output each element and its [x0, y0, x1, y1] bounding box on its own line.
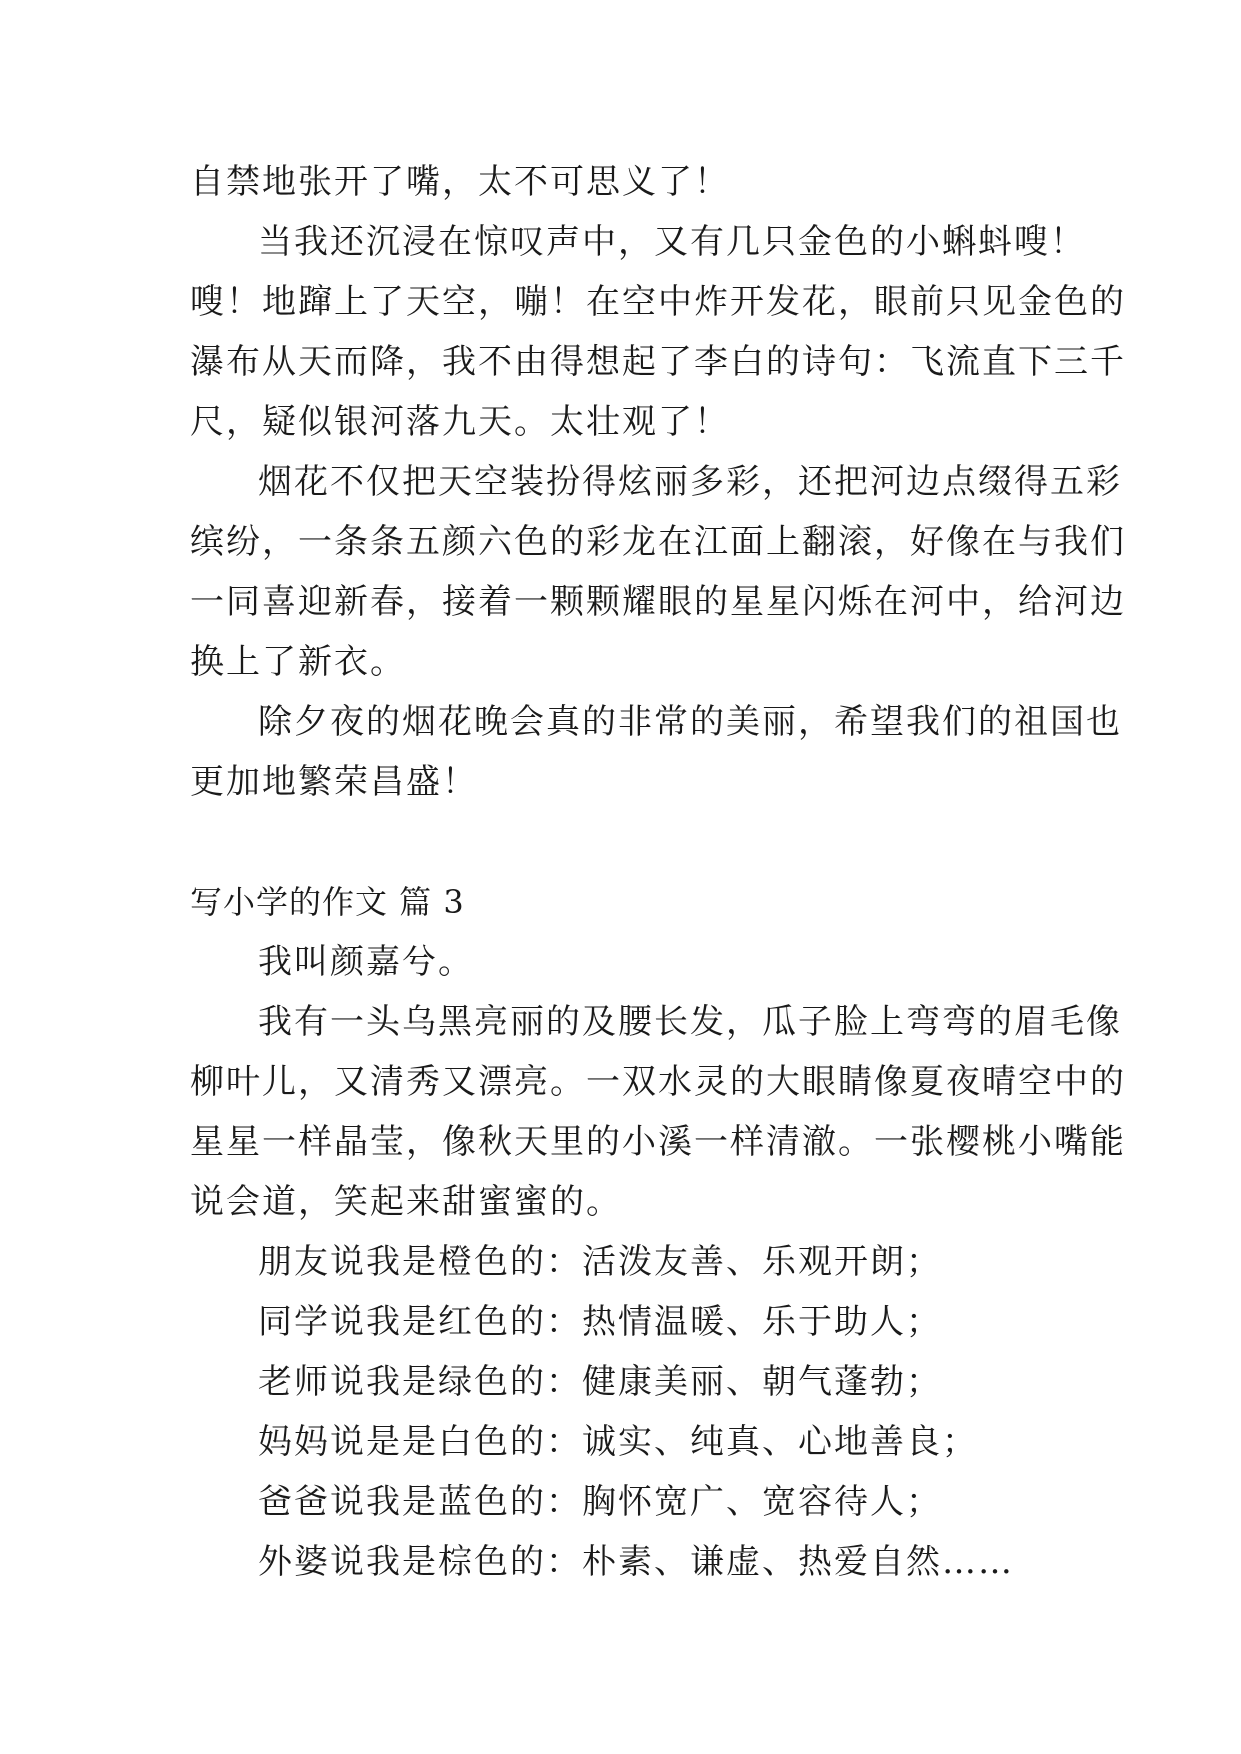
paragraph-line: 更加地繁荣昌盛！	[190, 762, 478, 802]
paragraph-line: 一同喜迎新春，接着一颗颗耀眼的星星闪烁在河中，给河边	[190, 582, 1126, 622]
paragraph-line: 外婆说我是棕色的：朴素、谦虚、热爱自然……	[258, 1542, 1014, 1582]
paragraph-line: 缤纷，一条条五颜六色的彩龙在江面上翻滚，好像在与我们	[190, 522, 1126, 562]
paragraph-line: 自禁地张开了嘴，太不可思义了！	[190, 162, 730, 202]
paragraph-line: 星星一样晶莹，像秋天里的小溪一样清澈。一张樱桃小嘴能	[190, 1122, 1126, 1162]
essay-heading: 写小学的作文 篇 3	[190, 883, 465, 921]
paragraph-line: 老师说我是绿色的：健康美丽、朝气蓬勃；	[258, 1362, 942, 1402]
paragraph-line: 朋友说我是橙色的：活泼友善、乐观开朗；	[258, 1242, 942, 1282]
paragraph-line: 除夕夜的烟花晚会真的非常的美丽，希望我们的祖国也	[258, 702, 1122, 742]
paragraph-line: 尺，疑似银河落九天。太壮观了！	[190, 402, 730, 442]
paragraph-line: 瀑布从天而降，我不由得想起了李白的诗句：飞流直下三千	[190, 342, 1126, 382]
paragraph-line: 同学说我是红色的：热情温暖、乐于助人；	[258, 1302, 942, 1342]
paragraph-line: 嗖！地蹿上了天空，嘣！在空中炸开发花，眼前只见金色的	[190, 282, 1126, 322]
paragraph-line: 烟花不仅把天空装扮得炫丽多彩，还把河边点缀得五彩	[258, 462, 1122, 502]
paragraph-line: 柳叶儿，又清秀又漂亮。一双水灵的大眼睛像夏夜晴空中的	[190, 1062, 1126, 1102]
paragraph-line: 我有一头乌黑亮丽的及腰长发，瓜子脸上弯弯的眉毛像	[258, 1002, 1122, 1042]
paragraph-line: 换上了新衣。	[190, 642, 406, 682]
paragraph-line: 我叫颜嘉兮。	[258, 942, 474, 982]
paragraph-line: 当我还沉浸在惊叹声中，又有几只金色的小蝌蚪嗖！	[258, 222, 1086, 262]
paragraph-line: 说会道，笑起来甜蜜蜜的。	[190, 1182, 622, 1222]
document-page	[190, 152, 1126, 1592]
paragraph-line: 妈妈说是是白色的：诚实、纯真、心地善良；	[258, 1422, 978, 1462]
paragraph-line: 爸爸说我是蓝色的：胸怀宽广、宽容待人；	[258, 1482, 942, 1522]
